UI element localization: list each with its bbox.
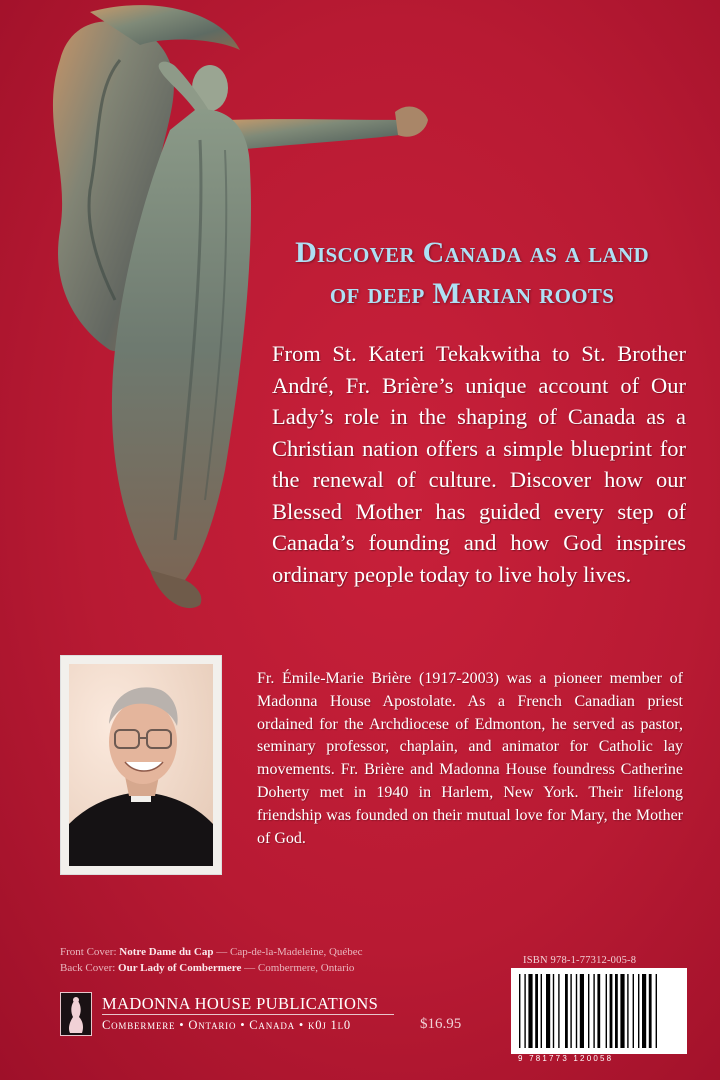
publisher-logo-icon	[60, 992, 92, 1036]
back-cover-title: Our Lady of Combermere	[118, 962, 242, 974]
barcode-image	[511, 968, 687, 1054]
back-cover-label: Back Cover:	[60, 962, 116, 974]
front-cover-title: Notre Dame du Cap	[119, 946, 214, 958]
cover-credits	[60, 944, 460, 976]
headline-line-1: Discover Canada as a land	[295, 236, 649, 269]
back-cover-place: — Combermere, Ontario	[241, 962, 355, 974]
publisher-name: MADONNA HOUSE PUBLICATIONS	[102, 994, 379, 1013]
author-photo	[69, 664, 213, 866]
publisher-block	[60, 992, 390, 1044]
author-photo-frame	[60, 655, 222, 875]
author-bio: Fr. Émile-Marie Brière (1917-2003) was a pioneer member of Madonna House Apostolate. As a French Canadian priest ordained for the Archdiocese of Edmonton, he served as pastor, seminary professor, chaplain, and animator for Catholic lay movements. Fr. Brière and Madonna House foundress Catherine Doherty met in 1940 in Harlem, New York. Their lifelong friendship was founded on their mutual love for Mary, the Mother of God.	[257, 670, 683, 847]
headline-line-2: of deep Marian roots	[329, 277, 615, 310]
front-cover-credit	[60, 944, 460, 960]
price: $16.95	[420, 1016, 462, 1032]
barcode-digits: 9 781773 120058	[518, 1054, 614, 1063]
back-cover-credit	[60, 960, 460, 976]
headline	[252, 232, 692, 314]
publisher-location: Combermere • Ontario • Canada • k0j 1l0	[102, 1018, 351, 1032]
book-description: From St. Kateri Tekakwitha to St. Brother André, Fr. Brière’s unique account of Our Lady’s role in the shaping of Canada as a Christian nation offers a simple blueprint for the renewal of culture. Discover how our Blessed Mother has guided every step of Canada’s founding and how God inspires ordinary people today to live holy lives.	[272, 341, 686, 587]
front-cover-label: Front Cover:	[60, 946, 117, 958]
publisher-divider	[102, 1014, 394, 1015]
front-cover-place: — Cap-de-la-Madeleine, Québec	[213, 946, 363, 958]
isbn-label: ISBN 978-1-77312-005-8	[523, 955, 637, 966]
